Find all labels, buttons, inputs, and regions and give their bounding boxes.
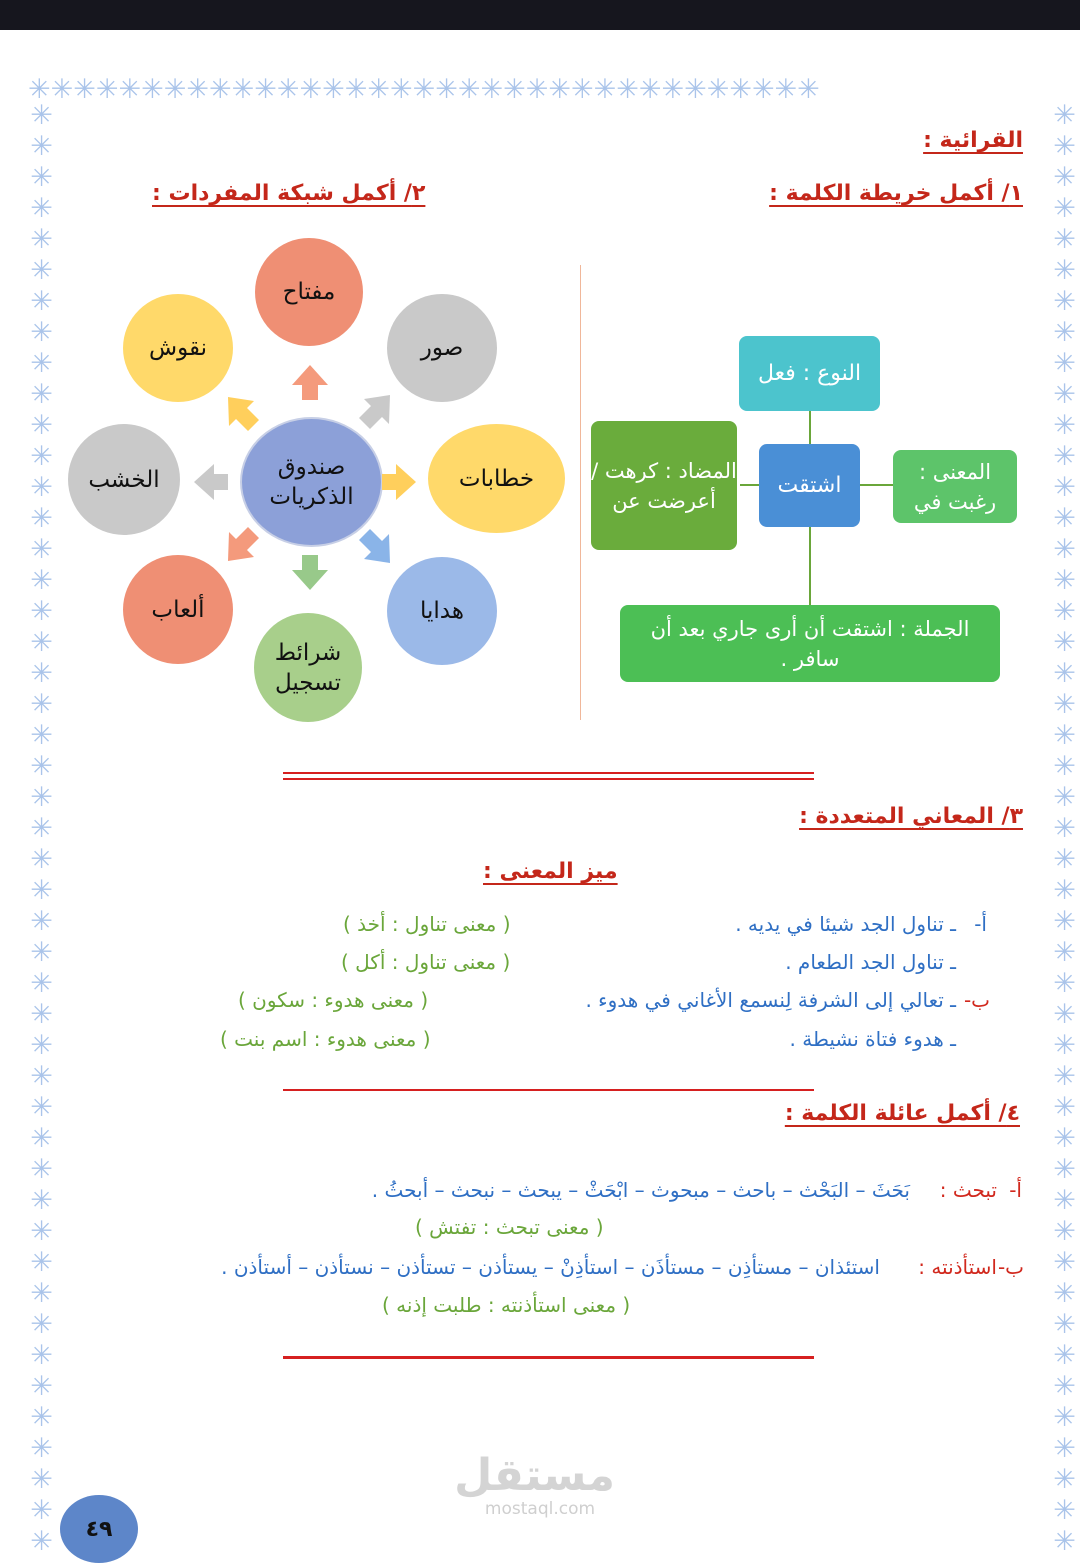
section1-heading: ١/ أكمل خريطة الكلمة : (769, 181, 1023, 206)
divider-1-bottom (283, 778, 814, 780)
divider-3 (283, 1356, 814, 1359)
page-title: القرائية : (923, 128, 1023, 153)
vocab-item-wood: الخشب (68, 424, 180, 535)
word-map-meaning-box: المعنى : رغبت في (893, 450, 1017, 523)
vocab-item-engravings: نقوش (123, 294, 233, 402)
family-b-meaning: ( معنى استأذنته : طلبت إذنه ) (382, 1293, 631, 1317)
meaning-row-1-marker: أ- (974, 912, 987, 936)
arrow-up-icon (292, 365, 328, 400)
family-a-meaning: ( معنى تبحث : تفتش ) (415, 1215, 604, 1239)
vocab-item-toys: ألعاب (123, 555, 233, 664)
section2-heading: ٢/ أكمل شبكة المفردات : (152, 181, 426, 206)
meaning-row-3-sentence: ـ تعالي إلى الشرفة لِنسمع الأغاني في هدوء . (585, 988, 956, 1012)
family-a-marker: أ- (1009, 1178, 1022, 1202)
family-b-list: استئذان – مستأذِن – مستأذَن – استأذِنْ – يستأذن – تستأذن – نستأذن – أستأذن . (221, 1255, 880, 1279)
word-map-type-box: النوع : فعل (739, 336, 880, 411)
family-a-word: تبحث : (939, 1178, 997, 1202)
section4-heading: ٤/ أكمل عائلة الكلمة : (784, 1101, 1020, 1126)
arrow-downleft-icon (228, 527, 259, 561)
meaning-row-1-sentence: ـ تناول الجد شيئا في يديه . (735, 912, 956, 936)
family-b-marker: ب- (997, 1255, 1024, 1279)
meaning-row-4-meaning: ( معنى هدوء : اسم بنت ) (220, 1027, 431, 1051)
page-border-right: ✳✳✳✳✳✳✳✳✳✳✳✳✳✳✳✳✳✳✳✳✳✳✳✳✳✳✳✳✳✳✳✳✳✳✳✳✳✳✳✳✳✳✳✳✳✳✳ (1053, 100, 1076, 1550)
page-number: ٤٩ (85, 1516, 113, 1542)
vocab-item-key: مفتاح (255, 238, 363, 346)
watermark-url: mostaql.com (484, 1499, 596, 1519)
arrow-right-icon (382, 464, 416, 500)
meaning-row-4-sentence: ـ هدوء فتاة نشيطة . (789, 1027, 956, 1051)
vocab-web-arrows (190, 355, 430, 595)
family-a-list: بَحَثَ – البَحْث – باحث – مبحوث – ابْحَثْ – يبحث – نبحث – أبحثُ . (371, 1178, 910, 1202)
arrow-down-icon (292, 555, 328, 590)
arrow-upright-icon (359, 395, 390, 429)
meaning-row-2-sentence: ـ تناول الجد الطعام . (785, 950, 956, 974)
vocab-web-center: صندوق الذكريات (240, 417, 383, 547)
section3-subheading: ميز المعنى : (483, 859, 618, 884)
word-map-sentence-box: الجملة : اشتقت أن أرى جاري بعد أن سافر . (620, 605, 1000, 682)
top-bar (0, 0, 1080, 30)
vocab-item-pictures: صور (387, 294, 497, 402)
word-map-center-word: اشتقت (759, 444, 860, 527)
family-b-word: استأذنته : (918, 1255, 997, 1279)
divider-2 (283, 1089, 814, 1091)
vocab-item-letters: خطابات (428, 424, 565, 533)
vocab-item-tapes: شرائط تسجيل (254, 613, 362, 722)
word-map-antonym-box: المضاد : كرهت / أعرضت عن (591, 421, 737, 550)
vocab-item-gifts: هدايا (387, 557, 497, 665)
meaning-row-3-meaning: ( معنى هدوء : سكون ) (238, 988, 429, 1012)
meaning-row-3-marker: ب- (963, 988, 990, 1012)
section3-heading: ٣/ المعاني المتعددة : (799, 804, 1023, 829)
page-border-top: ✳✳✳✳✳✳✳✳✳✳✳✳✳✳✳✳✳✳✳✳✳✳✳✳✳✳✳✳✳✳✳✳✳✳✳ (28, 74, 820, 105)
meaning-row-1-meaning: ( معنى تناول : أخذ ) (343, 912, 511, 936)
arrow-upleft-icon (228, 397, 259, 431)
arrow-left-icon (194, 464, 228, 500)
divider-1-top (283, 772, 814, 774)
meaning-row-2-meaning: ( معنى تناول : أكل ) (341, 950, 511, 974)
arrow-downright-icon (359, 529, 390, 563)
page-border-left: ✳✳✳✳✳✳✳✳✳✳✳✳✳✳✳✳✳✳✳✳✳✳✳✳✳✳✳✳✳✳✳✳✳✳✳✳✳✳✳✳✳✳✳✳✳✳✳ (30, 100, 53, 1550)
watermark-logo: مستقل (454, 1450, 615, 1501)
